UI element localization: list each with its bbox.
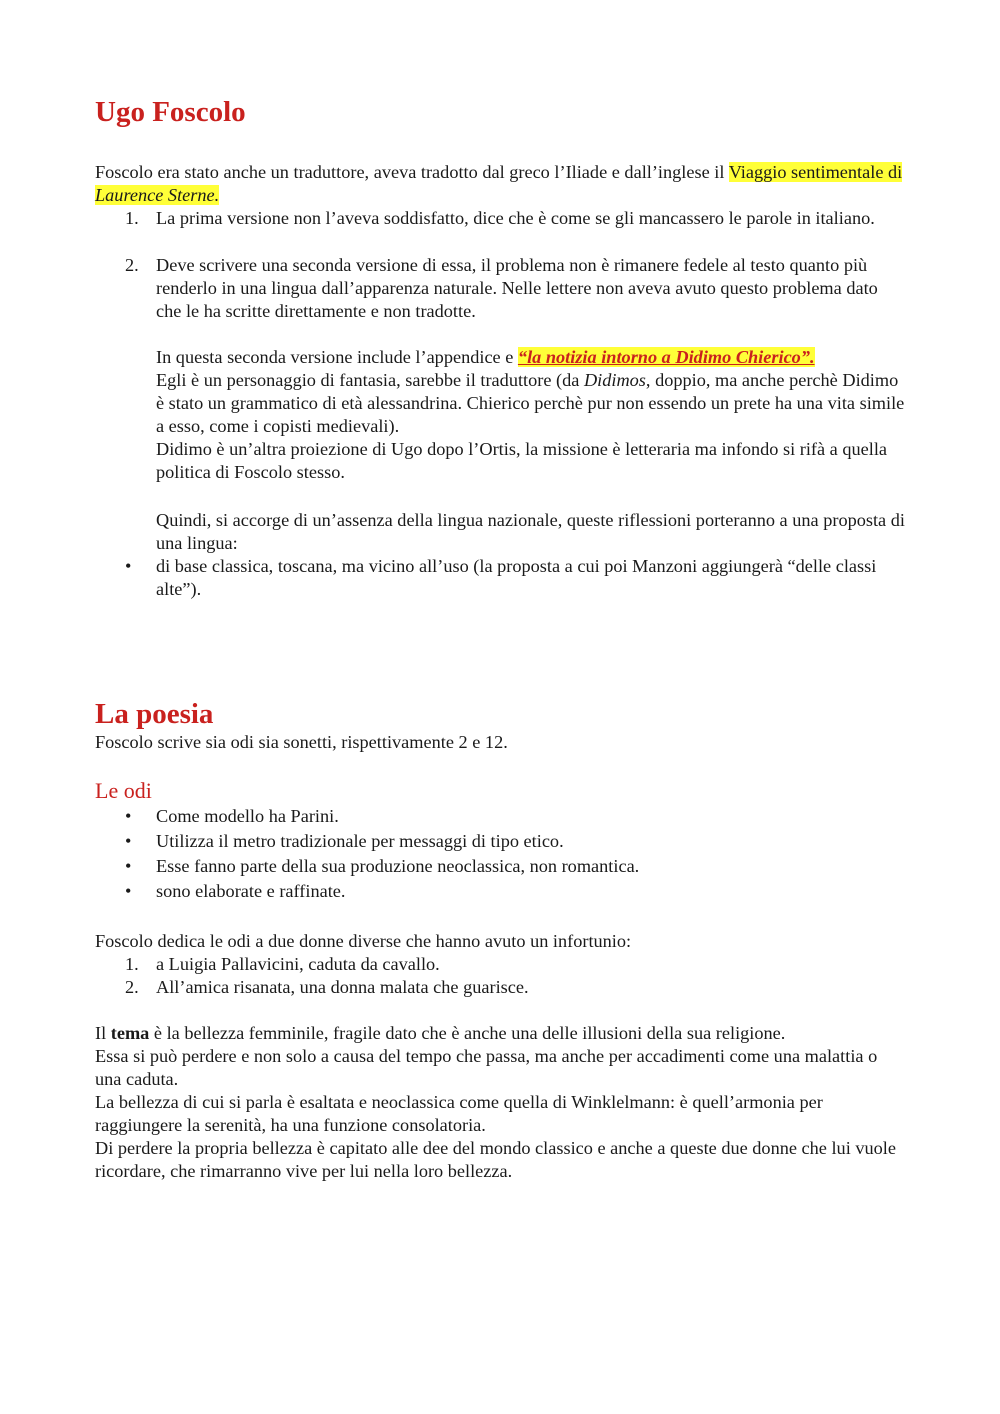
bellezza-paragraph: La bellezza di cui si parla è esaltata e neoclassica come quella di Winklelmann: è quell’armonia per raggiungere la serenità, ha una funzione consolatoria. — [95, 1092, 823, 1135]
list-item-text: Deve scrivere una seconda versione di essa, il problema non è rimanere fedele al testo quanto più renderlo in una lingua dall’apparenza naturale. Nelle lettere non aveva avuto questo problema dato che le ha scritte direttamente e non tradotte. — [156, 255, 878, 321]
list-item-text: Come modello ha Parini. — [156, 806, 339, 826]
didimo-paragraph: Didimo è un’altra proiezione di Ugo dopo l’Ortis, la missione è letteraria ma infondo si rifà a quella politica di Foscolo stesso. — [156, 439, 888, 482]
list-marker: 1. — [125, 954, 139, 974]
list-item — [95, 880, 905, 903]
list-marker: 1. — [125, 208, 139, 228]
list-item — [95, 555, 905, 601]
quindi-text: Quindi, si accorge di un’assenza della lingua nazionale, queste riflessioni porteranno a una proposta di una lingua: — [156, 510, 905, 553]
highlighted-title-text: Viaggio sentimentale di — [728, 162, 903, 182]
list-item — [95, 953, 905, 976]
list-item-text: Utilizza il metro tradizionale per messaggi di tipo etico. — [156, 831, 564, 851]
highlighted-author: Laurence Sterne. — [95, 185, 220, 205]
section-title-ugo-foscolo: Ugo Foscolo — [95, 96, 246, 128]
list-item-text: sono elaborate e raffinate. — [156, 881, 346, 901]
didimos-term: Didimos — [583, 370, 646, 390]
tema-post: è la bellezza femminile, fragile dato che è anche una delle illusioni della sua religione. — [149, 1023, 786, 1043]
bullet-marker: • — [125, 831, 132, 851]
bullet-marker: • — [125, 881, 132, 901]
intro-text: Foscolo era stato anche un traduttore, aveva tradotto dal greco l’Iliade e dall’inglese il — [95, 162, 729, 182]
poesia-intro: Foscolo scrive sia odi sia sonetti, rispettivamente 2 e 12. — [95, 732, 508, 752]
list-item — [95, 254, 905, 323]
section-title-la-poesia: La poesia — [95, 698, 214, 730]
bullet-marker: • — [125, 856, 132, 876]
appendix-text: In questa seconda versione include l’appendice e — [156, 347, 518, 367]
didimo-desc-post: , doppio, ma anche perchè Didimo è stato un grammatico di età alessandrina. Chierico perchè pur non essendo un prete ha una vita simile a esso, come i copisti medievali). — [156, 370, 905, 436]
list-item-text: La prima versione non l’aveva soddisfatto, dice che è come se gli mancassero le parole in italiano. — [156, 208, 875, 228]
list-item-text: di base classica, toscana, ma vicino all’uso (la proposta a cui poi Manzoni aggiungerà “delle classi alte”). — [156, 556, 877, 599]
appendix-link[interactable]: “la notizia intorno a Didimo Chierico”. — [517, 347, 815, 367]
intro-paragraph — [95, 161, 905, 207]
appendix-paragraph — [95, 346, 905, 484]
list-item — [95, 830, 905, 853]
tema-block — [95, 1022, 905, 1183]
tema-term: tema — [110, 1023, 150, 1043]
list-item-text: Esse fanno parte della sua produzione neoclassica, non romantica. — [156, 856, 640, 876]
bullet-marker: • — [125, 806, 132, 826]
dedica-paragraph: Foscolo dedica le odi a due donne diverse che hanno avuto un infortunio: — [95, 931, 632, 951]
subsection-title-le-odi: Le odi — [95, 778, 152, 803]
didimo-desc-pre: Egli è un personaggio di fantasia, sarebbe il traduttore (da — [156, 370, 584, 390]
list-marker: 2. — [125, 977, 139, 997]
list-item — [95, 207, 905, 230]
list-item — [95, 855, 905, 878]
list-item-text: a Luigia Pallavicini, caduta da cavallo. — [156, 954, 440, 974]
tema-pre: Il — [95, 1023, 111, 1043]
list-item-text: All’amica risanata, una donna malata che guarisce. — [156, 977, 529, 997]
essa-paragraph: Essa si può perdere e non solo a causa del tempo che passa, ma anche per accadimenti come una malattia o una caduta. — [95, 1046, 878, 1089]
bullet-marker: • — [125, 556, 132, 576]
list-marker: 2. — [125, 255, 139, 275]
perdere-paragraph: Di perdere la propria bellezza è capitato alle dee del mondo classico e anche a queste due donne che lui vuole ricordare, che rimarranno vive per lui nella loro bellezza. — [95, 1138, 896, 1181]
quindi-paragraph — [95, 509, 905, 555]
list-item — [95, 976, 905, 999]
list-item — [95, 805, 905, 828]
